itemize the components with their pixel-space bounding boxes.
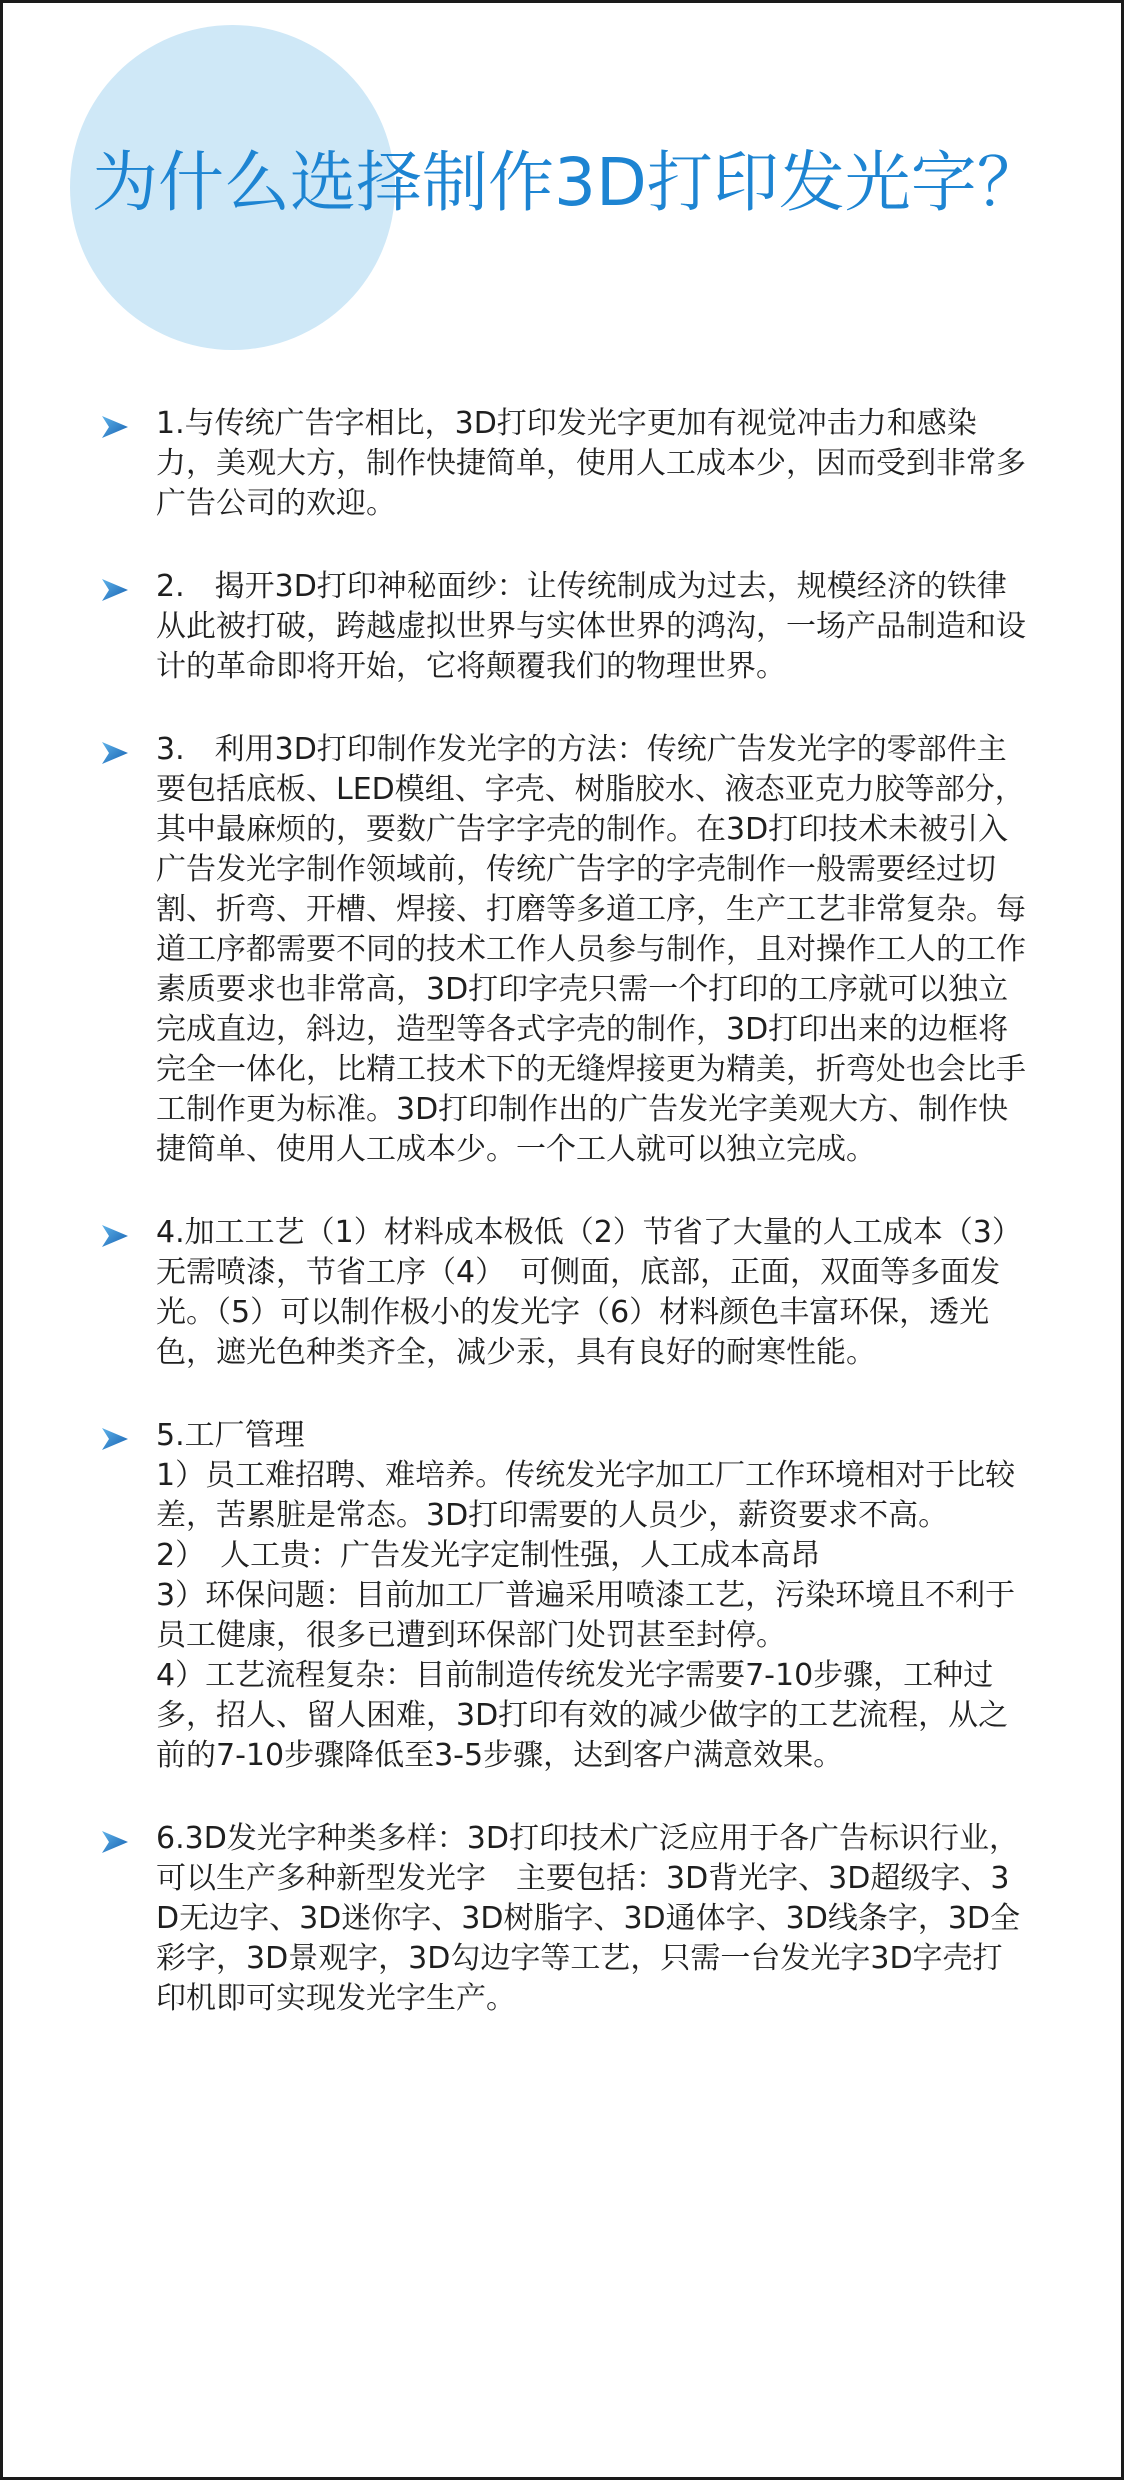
list-item-4: [100, 1213, 1030, 1373]
triangle-right-icon: [100, 412, 130, 442]
list-item-5: [100, 1416, 1030, 1776]
triangle-right-icon: [100, 1827, 130, 1857]
sub-point-3: 3）环保问题：目前加工厂普遍采用喷漆工艺，污染环境且不利于员工健康，很多已遭到环保部门处罚甚至封停。: [156, 1578, 1016, 1653]
sub-point-1: 1）员工难招聘、难培养。传统发光字加工厂工作环境相对于比较差，苦累脏是常态。3D打印需要的人员少，薪资要求不高。: [156, 1458, 1016, 1533]
list-item-text: 6.3D发光字种类多样：3D打印技术广泛应用于各广告标识行业，可以生产多种新型发光字 主要包括：3D背光字、3D超级字、3D无边字、3D迷你字、3D树脂字、3D通体字、3D线条字，3D全彩字，3D景观字，3D勾边字等工艺，只需一台发光字3D字壳打印机即可实现发光字生产。: [156, 1821, 1021, 2016]
list-item-1: [100, 404, 1030, 524]
list-item-3: [100, 730, 1030, 1170]
page-title: 为什么选择制作3D打印发光字？: [92, 144, 1043, 221]
list-item-2: [100, 567, 1030, 687]
triangle-right-icon: [100, 1221, 130, 1251]
content-list: [100, 404, 1030, 2062]
list-item-text: 2. 揭开3D打印神秘面纱：让传统制成为过去，规模经济的铁律从此被打破，跨越虚拟世界与实体世界的鸿沟，一场产品制造和设计的革命即将开始，它将颠覆我们的物理世界。: [156, 569, 1026, 684]
list-item-text: 1.与传统广告字相比，3D打印发光字更加有视觉冲击力和感染力，美观大方，制作快捷简单，使用人工成本少，因而受到非常多广告公司的欢迎。: [156, 406, 1026, 521]
sub-point-4: 4）工艺流程复杂：目前制造传统发光字需要7-10步骤，工种过多，招人、留人困难，3D打印有效的减少做字的工艺流程，从之前的7-10步骤降低至3-5步骤，达到客户满意效果。: [156, 1658, 1009, 1773]
triangle-right-icon: [100, 575, 130, 605]
sub-point-2: 2） 人工贵：广告发光字定制性强，人工成本高昂: [156, 1538, 821, 1573]
list-item-text: 4.加工工艺（1）材料成本极低（2）节省了大量的人工成本（3）无需喷漆，节省工序（4） 可侧面，底部，正面，双面等多面发光。（5）可以制作极小的发光字（6）材料颜色丰富环保，透光色，遮光色种类齐全，减少汞，具有良好的耐寒性能。: [156, 1215, 1022, 1370]
triangle-right-icon: [100, 1424, 130, 1454]
list-item-heading: 5.工厂管理: [156, 1418, 305, 1453]
list-item-text: 3. 利用3D打印制作发光字的方法：传统广告发光字的零部件主要包括底板、LED模组、字壳、树脂胶水、液态亚克力胶等部分，其中最麻烦的，要数广告字字壳的制作。在3D打印技术未被引入广告发光字制作领域前，传统广告字的字壳制作一般需要经过切割、折弯、开槽、焊接、打磨等多道工序，生产工艺非常复杂。每道工序都需要不同的技术工作人员参与制作，且对操作工人的工作素质要求也非常高，3D打印字壳只需一个打印的工序就可以独立完成直边，斜边，造型等各式字壳的制作，3D打印出来的边框将完全一体化，比精工技术下的无缝焊接更为精美，折弯处也会比手工制作更为标准。3D打印制作出的广告发光字美观大方、制作快捷简单、使用人工成本少。一个工人就可以独立完成。: [156, 732, 1026, 1167]
triangle-right-icon: [100, 738, 130, 768]
list-item-text: [156, 1416, 1030, 1776]
list-item-6: [100, 1819, 1030, 2019]
